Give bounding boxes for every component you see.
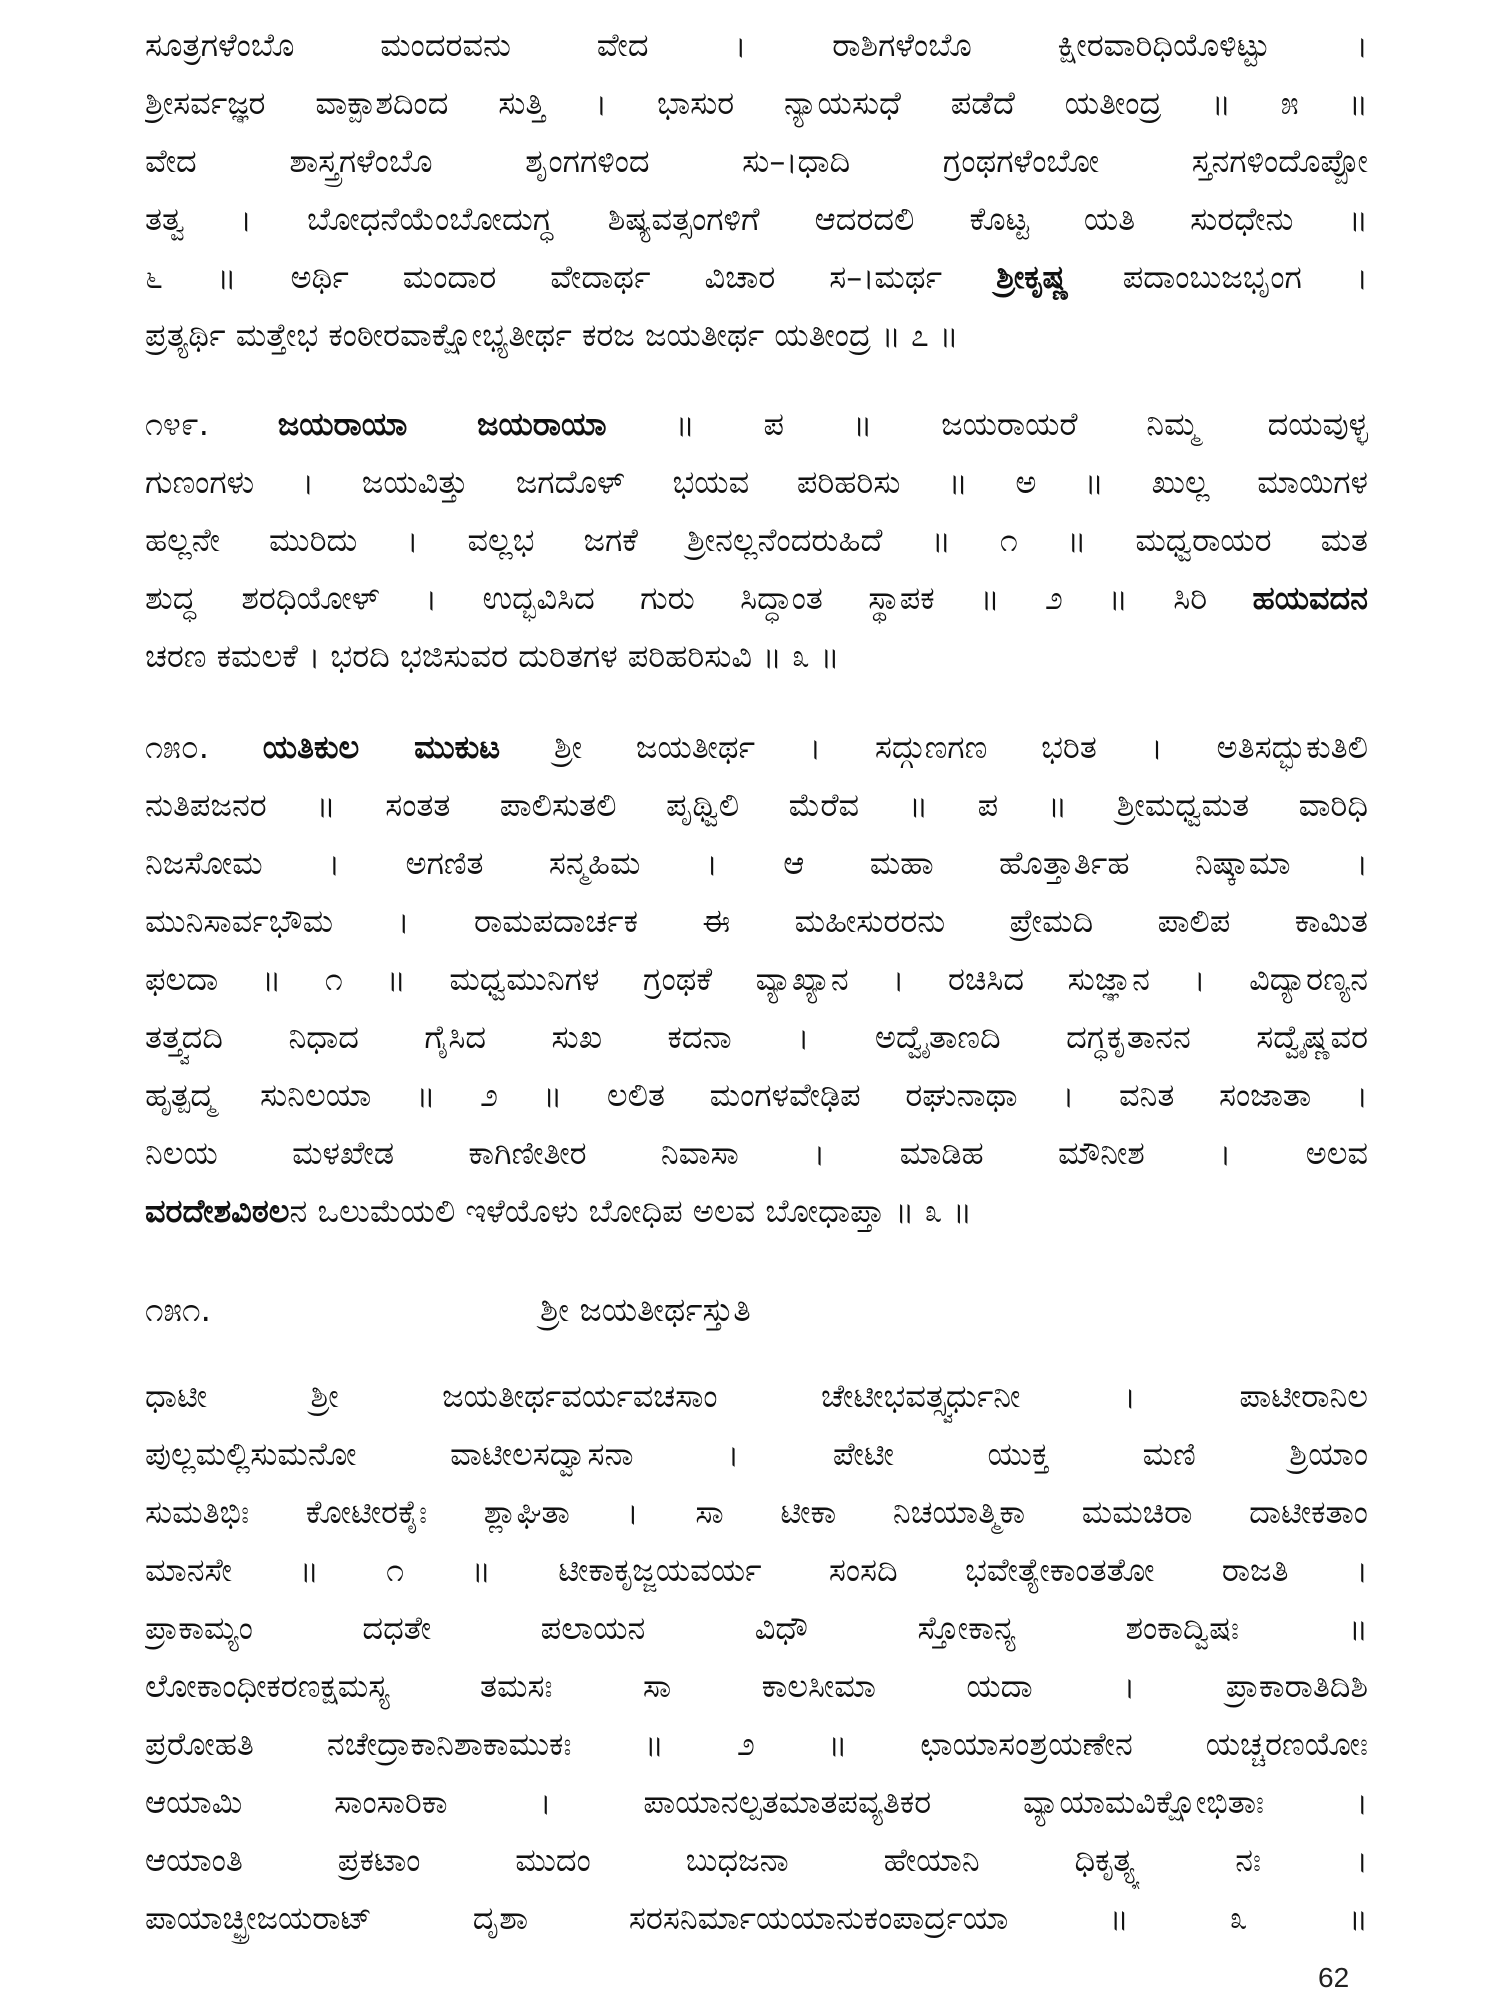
bold-name: ಶ್ರೀಕೃಷ್ಣ bbox=[996, 258, 1069, 296]
line-text: ನ ಒಲುಮೆಯಲಿ ಇಳೆಯೊಳು ಬೋಧಿಪ ಅಲವ ಬೋಧಾಪ್ತಾ ॥ ೩ ॥ bbox=[289, 1192, 973, 1230]
text-line bbox=[145, 1889, 1368, 1947]
line-text: ಗುಣಂಗಳು । ಜಯವಿತ್ತು ಜಗದೊಳ್ ಭಯವ ಪರಿಹರಿಸು ॥ ಅ ॥ ಖುಲ್ಲ ಮಾಯಿಗಳ bbox=[145, 463, 1368, 501]
signature-name: ವರದೇಶವಿಠಲ bbox=[145, 1192, 290, 1230]
text-line bbox=[145, 1831, 1368, 1889]
section-heading bbox=[145, 1281, 1368, 1339]
line-text: ಶ್ರೀಸರ್ವಜ್ಞರ ವಾಕ್ಪಾಶದಿಂದ ಸುತ್ತಿ । ಭಾಸುರ ನ್ಯಾಯಸುಧೆ ಪಡೆದೆ ಯತೀಂದ್ರ ॥ ೫ ॥ bbox=[145, 84, 1368, 122]
line-text: ಸೂತ್ರಗಳೆಂಬೊ ಮಂದರವನು ವೇದ । ರಾಶಿಗಳೆಂಬೊ ಕ್ಷೀರವಾರಿಧಿಯೊಳಿಟ್ಟು । bbox=[145, 26, 1368, 64]
page-content bbox=[145, 16, 1368, 1947]
line-text: ಚರಣ ಕಮಲಕೆ । ಭರದಿ ಭಜಿಸುವರ ದುರಿತಗಳ ಪರಿಹರಿಸುವಿ ॥ ೩ ॥ bbox=[145, 637, 840, 675]
text-line bbox=[145, 718, 1368, 776]
line-text: ಆಯಾಂತಿ ಪ್ರಕಟಾಂ ಮುದಂ ಬುಧಜನಾ ಹೇಯಾನಿ ಧಿಕೃತ್ಯ್ಯ ನಃ । bbox=[145, 1841, 1368, 1879]
line-text: ಪದಾಂಬುಜಭೃಂಗ । bbox=[1122, 258, 1368, 296]
text-line bbox=[145, 74, 1368, 132]
song-number: ೧೪೯. bbox=[145, 405, 209, 443]
text-line bbox=[145, 1124, 1368, 1182]
line-text: ॥ ಪ ॥ ಜಯರಾಯರೆ ನಿಮ್ಮ ದಯವುಳ್ಳ bbox=[675, 405, 1368, 443]
text-line bbox=[145, 1066, 1368, 1124]
text-line bbox=[145, 776, 1368, 834]
line-text: ಆಯಾಮಿ ಸಾಂಸಾರಿಕಾ । ಪಾಯಾನಲ್ಪತಮಾತಪವ್ಯತಿಕರ ವ್ಯಾಯಾಮವಿಕ್ಷೋಭಿತಾಃ । bbox=[145, 1783, 1368, 1821]
line-text: ಲೋಕಾಂಧೀಕರಣಕ್ಷಮಸ್ಯ ತಮಸಃ ಸಾ ಕಾಲಸೀಮಾ ಯದಾ । ಪ್ರಾಕಾರಾತಿದಿಶಿ bbox=[145, 1667, 1368, 1705]
text-line bbox=[145, 16, 1368, 74]
line-text: ಹಲ್ಲನೇ ಮುರಿದು । ವಲ್ಲಭ ಜಗಕೆ ಶ್ರೀನಲ್ಲನೆಂದರುಹಿದೆ ॥ ೧ ॥ ಮಧ್ವರಾಯರ ಮತ bbox=[145, 521, 1368, 559]
line-text: ಫಲದಾ ॥ ೧ ॥ ಮಧ್ವಮುನಿಗಳ ಗ್ರಂಥಕೆ ವ್ಯಾಖ್ಯಾನ । ರಚಿಸಿದ ಸುಜ್ಞಾನ । ವಿದ್ಯಾರಣ್ಯನ bbox=[145, 960, 1368, 998]
song-block bbox=[145, 718, 1368, 1240]
text-line bbox=[145, 1715, 1368, 1773]
verse-block bbox=[145, 16, 1368, 364]
song-title: ಜಯರಾಯಾ ಜಯರಾಯಾ bbox=[277, 405, 607, 443]
line-text: ಧಾಟೀ ಶ್ರೀ ಜಯತೀರ್ಥವರ್ಯವಚಸಾಂ ಚೇಟೀಭವತ್ಸ್ವರ್ಧುನೀ । ಪಾಟೀರಾನಿಲ bbox=[145, 1377, 1368, 1415]
text-line bbox=[145, 834, 1368, 892]
text-line bbox=[145, 1483, 1368, 1541]
song-block bbox=[145, 395, 1368, 685]
line-text: ಶುದ್ಧ ಶರಧಿಯೋಳ್ । ಉದ್ಭವಿಸಿದ ಗುರು ಸಿದ್ಧಾಂತ ಸ್ಥಾಪಕ ॥ ೨ ॥ ಸಿರಿ bbox=[145, 579, 1208, 617]
line-text: ಪ್ರತ್ಯರ್ಥಿ ಮತ್ತೇಭ ಕಂಠೀರವಾಕ್ಷೋಭ್ಯತೀರ್ಥ ಕರಜ ಜಯತೀರ್ಥ ಯತೀಂದ್ರ ॥ ೭ ॥ bbox=[145, 316, 959, 354]
text-line bbox=[145, 892, 1368, 950]
line-text: ನಿಲಯ ಮಳಖೇಡ ಕಾಗಿಣೀತೀರ ನಿವಾಸಾ । ಮಾಡಿಹ ಮೌನೀಶ । ಅಲವ bbox=[145, 1134, 1368, 1172]
song-block bbox=[145, 1367, 1368, 1947]
text-line bbox=[145, 1541, 1368, 1599]
text-line bbox=[145, 395, 1368, 453]
line-text: ೬ ॥ ಅರ್ಥಿ ಮಂದಾರ ವೇದಾರ್ಥ ವಿಚಾರ ಸ–।ಮರ್ಥ bbox=[145, 258, 943, 296]
text-line bbox=[145, 1367, 1368, 1425]
text-line bbox=[145, 569, 1368, 627]
line-text: ಪುಲ್ಲಮಲ್ಲಿಸುಮನೋ ವಾಟೀಲಸದ್ವಾಸನಾ । ಪೇಟೀ ಯುಕ್ತ ಮಣಿ ಶ್ರಿಯಾಂ bbox=[145, 1435, 1368, 1473]
text-line bbox=[145, 190, 1368, 248]
line-text: ಶ್ರೀ ಜಯತೀರ್ಥ । ಸದ್ಗುಣಗಣ ಭರಿತ । ಅತಿಸದ್ಭುಕುತಿಲಿ bbox=[553, 728, 1368, 766]
line-text: ಪ್ರಾಕಾಮ್ಯಂ ದಧತೇ ಪಲಾಯನ ವಿಧೌ ಸ್ತೋಕಾನ್ಯ ಶಂಕಾದ್ವಿಷಃ ॥ bbox=[145, 1609, 1368, 1647]
bold-name: ಹಯವದನ bbox=[1252, 579, 1368, 617]
text-line bbox=[145, 453, 1368, 511]
line-text: ತತ್ವ । ಬೋಧನೆಯೆಂಬೋದುಗ್ಧ ಶಿಷ್ಯವತ್ಸಂಗಳಿಗೆ ಆದರದಲಿ ಕೊಟ್ಟ ಯತಿ ಸುರಧೇನು ॥ bbox=[145, 200, 1368, 238]
text-line bbox=[145, 1657, 1368, 1715]
page-number: 62 bbox=[1318, 1962, 1350, 1993]
text-line bbox=[145, 1773, 1368, 1831]
line-text: ವೇದ ಶಾಸ್ತ್ರಗಳೆಂಬೊ ಶೃಂಗಗಳಿಂದ ಸು–।ಧಾದಿ ಗ್ರಂಥಗಳೆಂಬೋ ಸ್ತನಗಳಿಂದೊಪ್ಪೋ bbox=[145, 142, 1368, 180]
song-title: ಶ್ರೀ ಜಯತೀರ್ಥಸ್ತುತಿ bbox=[540, 1290, 751, 1329]
text-line bbox=[145, 511, 1368, 569]
line-text: ನುತಿಪಜನರ ॥ ಸಂತತ ಪಾಲಿಸುತಲಿ ಪೃಥ್ವಿಲಿ ಮೆರೆವ ॥ ಪ ॥ ಶ್ರೀಮಧ್ವಮತ ವಾರಿಧಿ bbox=[145, 786, 1368, 824]
text-line bbox=[145, 627, 1368, 685]
line-text: ಮಾನಸೇ ॥ ೧ ॥ ಟೀಕಾಕೃಜ್ಜಯವರ್ಯ ಸಂಸದಿ ಭವೇತ್ಯೇಕಾಂತತೋ ರಾಜತಿ । bbox=[145, 1551, 1368, 1589]
text-line bbox=[145, 950, 1368, 1008]
text-line bbox=[145, 132, 1368, 190]
line-text: ಪ್ರರೋಹತಿ ನಚೇದ್ರಾಕಾನಿಶಾಕಾಮುಕಃ ॥ ೨ ॥ ಛಾಯಾಸಂಶ್ರಯಣೇನ ಯಚ್ಚರಣಯೋಃ bbox=[145, 1725, 1368, 1763]
song-number: ೧೫೦. bbox=[145, 728, 209, 766]
line-text: ತತ್ತ್ವದದಿ ನಿಧಾದ ಗೈಸಿದ ಸುಖ ಕದನಾ । ಅದ್ವೈತಾಣದಿ ದಗ್ಧಕೃತಾನನ ಸದ್ವೈಷ್ಣವರ bbox=[145, 1018, 1368, 1056]
song-title: ಯತಿಕುಲ ಮುಕುಟ bbox=[262, 728, 501, 766]
text-line bbox=[145, 1182, 1368, 1240]
text-line bbox=[145, 248, 1368, 306]
text-line bbox=[145, 1008, 1368, 1066]
line-text: ಮುನಿಸಾರ್ವಭೌಮ । ರಾಮಪದಾರ್ಚಕ ಈ ಮಹೀಸುರರನು ಪ್ರೇಮದಿ ಪಾಲಿಪ ಕಾಮಿತ bbox=[145, 902, 1368, 940]
song-number: ೧೫೧. bbox=[145, 1290, 211, 1329]
text-line bbox=[145, 1599, 1368, 1657]
text-line bbox=[145, 1425, 1368, 1483]
line-text: ಹೃತ್ಪದ್ಮ ಸುನಿಲಯಾ ॥ ೨ ॥ ಲಲಿತ ಮಂಗಳವೇಢಿಪ ರಘುನಾಥಾ । ವನಿತ ಸಂಜಾತಾ । bbox=[145, 1076, 1368, 1114]
text-line bbox=[145, 306, 1368, 364]
line-text: ಸುಮತಿಭಿಃ ಕೋಟೀರಕೈಃ ಶ್ಲಾಘಿತಾ । ಸಾ ಟೀಕಾ ನಿಚಯಾತ್ಮಿಕಾ ಮಮಚಿರಾ ದಾಟೀಕತಾಂ bbox=[145, 1493, 1368, 1531]
line-text: ಪಾಯಾಚ್ಛ್ರೀಜಯರಾಟ್ ದೃಶಾ ಸರಸನಿರ್ಮಾಯಯಾನುಕಂಪಾರ್ದ್ರಯಾ ॥ ೩ ॥ bbox=[145, 1899, 1368, 1937]
line-text: ನಿಜಸೋಮ । ಅಗಣಿತ ಸನ್ಮಹಿಮ । ಆ ಮಹಾ ಹೊತ್ತಾರ್ತಿಹ ನಿಷ್ಕಾಮಾ । bbox=[145, 844, 1368, 882]
